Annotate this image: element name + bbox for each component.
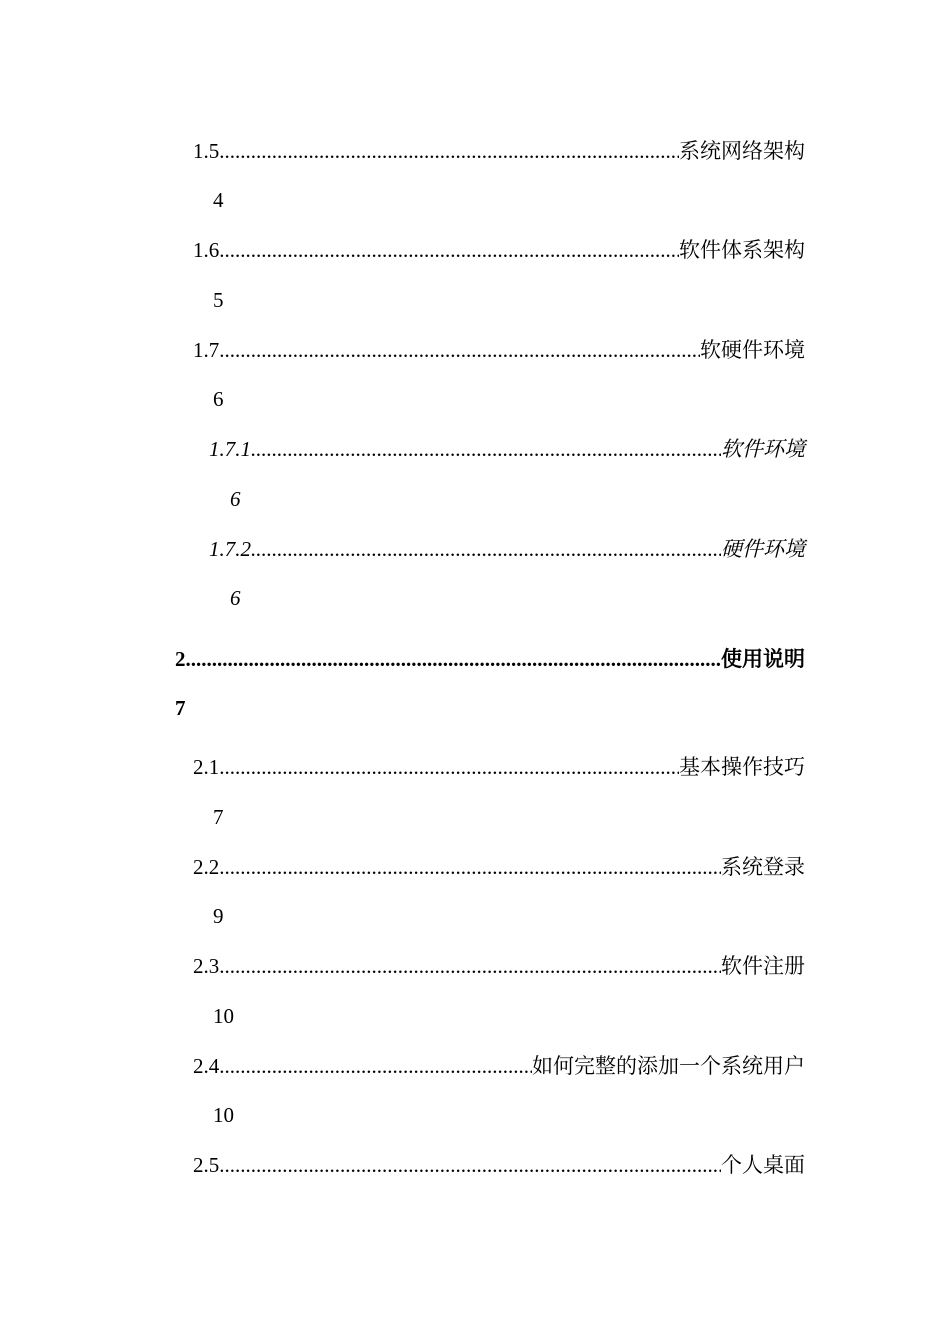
dot-leader [219,1051,532,1081]
toc-entry-1-7-1[interactable] [0,434,950,534]
toc-entry-2-3[interactable] [0,951,950,1051]
toc-page-number: 7 [213,805,224,829]
dot-leader [219,235,679,265]
dot-leader [219,951,721,981]
toc-entry-1-7-2[interactable] [0,534,950,634]
toc-title: 系统登录 [721,855,805,879]
toc-entry-2[interactable] [0,644,950,744]
toc-title: 软件体系架构 [679,238,805,262]
toc-entry-2-1[interactable] [0,752,950,852]
toc-title: 个人桌面 [721,1153,805,1177]
toc-number: 1.6 [193,238,220,262]
toc-line [193,1051,805,1081]
dot-leader [251,434,721,464]
toc-page-number: 7 [175,696,186,720]
dot-leader [219,852,721,882]
toc-line [193,136,805,166]
toc-entry-2-2[interactable] [0,852,950,952]
toc-line [209,434,805,464]
toc-number: 2.2 [193,855,220,879]
toc-title: 系统网络架构 [679,139,805,163]
toc-line [193,951,805,981]
toc-number: 2.3 [193,954,220,978]
toc-entry-1-7[interactable] [0,335,950,435]
dot-leader [219,1150,721,1180]
toc-number: 2.1 [193,755,220,779]
toc-line [193,235,805,265]
toc-line [193,1150,805,1180]
toc-line [209,534,805,564]
dot-leader [219,335,700,365]
toc-number: 2.5 [193,1153,220,1177]
toc-number: 2 [175,647,186,671]
dot-leader [219,136,679,166]
toc-entry-2-4[interactable] [0,1051,950,1151]
toc-number: 1.5 [193,139,220,163]
toc-title: 基本操作技巧 [679,755,805,779]
toc-number: 1.7.2 [209,537,251,561]
toc-page-number: 9 [213,904,224,928]
dot-leader [186,644,722,674]
toc-line [175,644,805,674]
toc-entry-1-6[interactable] [0,235,950,335]
toc-line [193,752,805,782]
dot-leader [219,752,679,782]
toc-page-number: 10 [213,1103,234,1127]
toc-page-number: 6 [213,387,224,411]
toc-title: 软硬件环境 [700,338,805,362]
toc-number: 1.7 [193,338,220,362]
toc-page-number: 5 [213,288,224,312]
toc-entry-1-5[interactable] [0,136,950,236]
toc-title: 软件环境 [721,437,805,461]
toc-number: 1.7.1 [209,437,251,461]
toc-number: 2.4 [193,1054,220,1078]
toc-page-number: 6 [230,586,241,610]
toc-page-number: 4 [213,188,224,212]
toc-line [193,335,805,365]
toc-line [193,852,805,882]
toc-title: 如何完整的添加一个系统用户 [532,1054,805,1078]
toc-title: 软件注册 [721,954,805,978]
toc-entry-2-5[interactable] [0,1150,950,1250]
toc-title: 使用说明 [721,647,805,671]
toc-title: 硬件环境 [721,537,805,561]
toc-page-number: 6 [230,487,241,511]
toc-page-number: 10 [213,1004,234,1028]
dot-leader [251,534,721,564]
